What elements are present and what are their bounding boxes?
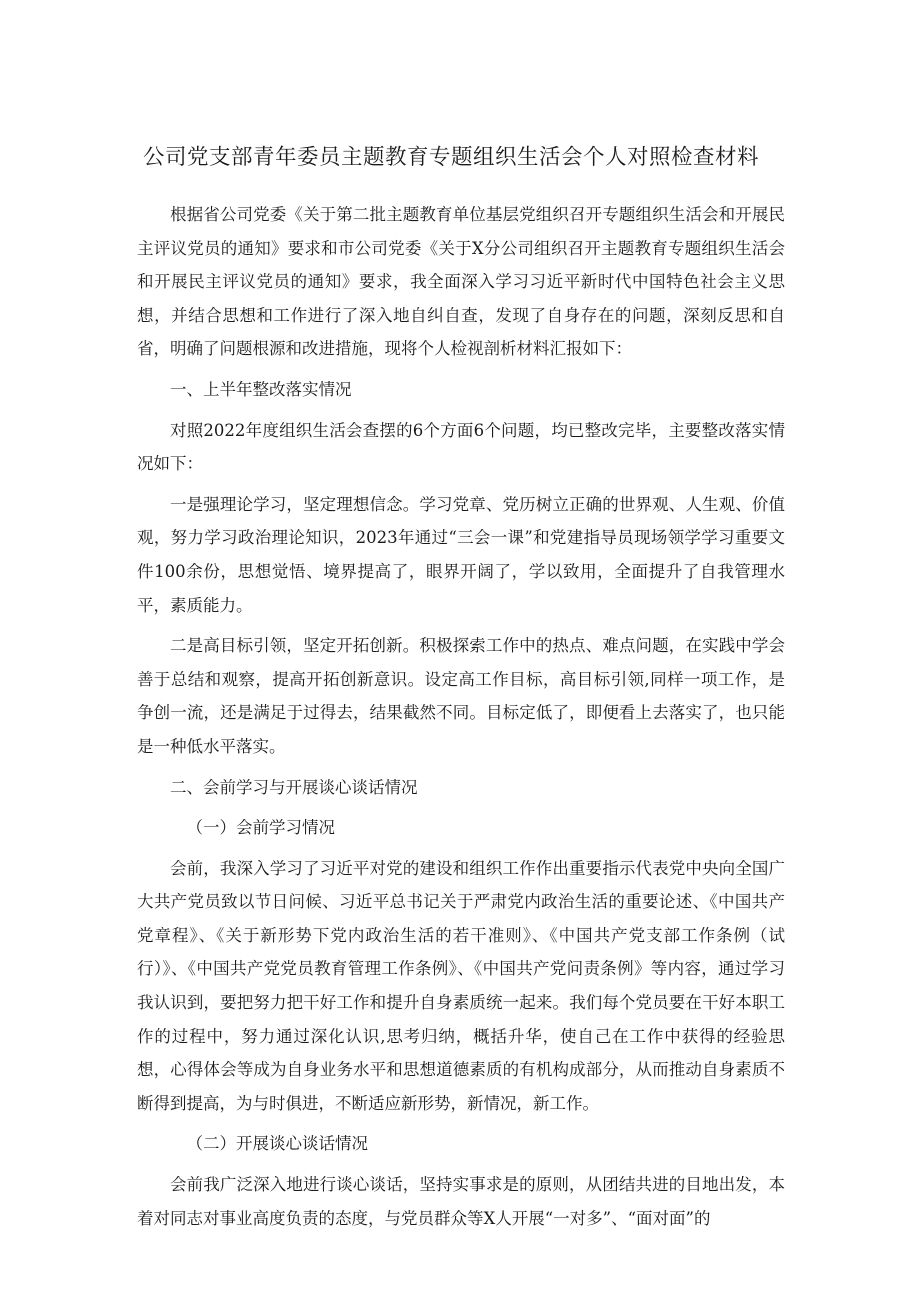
section-1-paragraph-1: 对照2022年度组织生活会查摆的6个方面6个问题，均已整改完毕，主要整改落实情况如下：: [137, 420, 785, 474]
section-1-paragraph-3: 二是高目标引领，坚定开拓创新。积极探索工作中的热点、难点问题，在实践中学会善于总结和观察，提高开拓创新意识。设定高工作目标，高目标引领,同样一项工作，是争创一流，还是满足于过得去，结果截然不同。目标定低了，即便看上去落实了，也只能是一种低水平落实。: [137, 636, 785, 756]
intro-paragraph: 根据省公司党委《关于第二批主题教育单位基层党组织召开专题组织生活会和开展民主评议党员的通知》要求和市公司党委《关于X分公司组织召开主题教育专题组织生活会和开展民主评议党员的通知》要求，我全面深入学习习近平新时代中国特色社会主义思想，并结合思想和工作进行了深入地自纠自查，发现了自身存在的问题，深刻反思和自省，明确了问题根源和改进措施，现将个人检视剖析材料汇报如下：: [137, 205, 785, 359]
section-1-paragraph-2: 一是强理论学习，坚定理想信念。学习党章、党历树立正确的世界观、人生观、价值观，努力学习政治理论知识，2023年通过“三会一课”和党建指导员现场领学学习重要文件100余份，思想觉悟、境界提高了，眼界开阔了，学以致用，全面提升了自我管理水平，素质能力。: [137, 494, 785, 615]
section-2-sub-1-heading: （一）会前学习情况: [186, 818, 335, 838]
section-1-heading: 一、上半年整改落实情况: [170, 379, 352, 399]
section-2-sub-1-paragraph: 会前，我深入学习了习近平对党的建设和组织工作作出重要指示代表党中央向全国广大共产党员致以节日问候、习近平总书记关于严肃党内政治生活的重要论述、《中国共产党章程》、《关于新形势下党内政治生活的若干准则》、《中国共产党支部工作条例（试行）》、《中国共产党党员教育管理工作条例》、《中国共产党问责条例》等内容，通过学习我认识到，要把努力把干好工作和提升自身素质统一起来。我们每个党员要在干好本职工作的过程中，努力通过深化认识,思考归纳，概括升华，使自己在工作中获得的经验思想，心得体会等成为自身业务水平和思想道德素质的有机构成部分，从而推动自身素质不断得到提高，为与时俱进，不断适应新形势，新情况，新工作。: [137, 858, 785, 1113]
document-page: [137, 138, 785, 1242]
document-title: 公司党支部青年委员主题教育专题组织生活会个人对照检查材料: [143, 145, 760, 170]
section-2-heading: 二、会前学习与开展谈心谈话情况: [170, 777, 418, 797]
section-2-sub-2-paragraph: 会前我广泛深入地进行谈心谈话，坚持实事求是的原则，从团结共进的目地出发，本着对同志对事业高度负责的态度，与党员群众等X人开展“一对多”、“面对面”的: [137, 1175, 785, 1228]
section-2-sub-2-heading: （二）开展谈心谈话情况: [186, 1134, 368, 1154]
